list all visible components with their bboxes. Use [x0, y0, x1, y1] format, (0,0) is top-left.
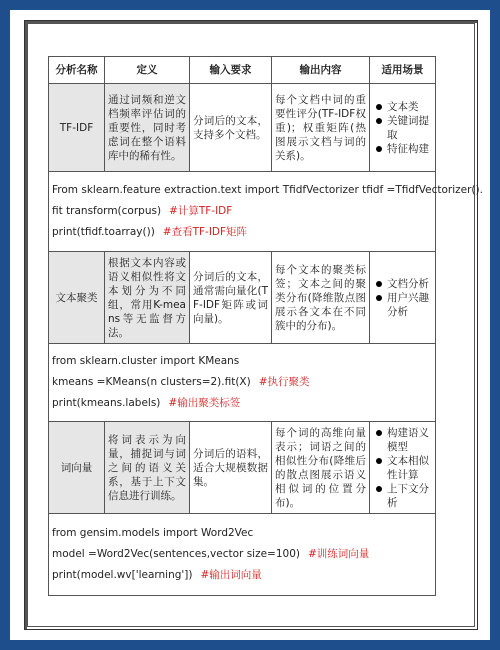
method-name: TF-IDF [49, 84, 105, 172]
scenario-item: 文本类 [387, 100, 432, 114]
method-output: 每个文本的聚类标签；文本之间的聚类分布(降维散点图展示各文本在不同簇中的分布)。 [272, 252, 370, 344]
table-header-row [49, 57, 436, 84]
method-input: 分词后的文本，通常需向量化(TF-IDF矩阵或词向量)。 [190, 252, 272, 344]
code-row [49, 172, 436, 252]
code-text: kmeans =KMeans(n clusters=2).fit(X) [52, 376, 251, 388]
scenario-item: 文档分析 [387, 277, 432, 291]
code-text: from sklearn.cluster import KMeans [52, 355, 240, 367]
method-definition: 将词表示为向量，捕捉词与词之间的语义关系，基于上下文信息进行训练。 [105, 422, 190, 514]
scenario-item: 上下文分析 [387, 482, 432, 510]
code-text: from gensim.models import Word2Vec [52, 527, 254, 539]
code-text: fit transform(corpus) [52, 205, 162, 217]
method-name: 词向量 [49, 422, 105, 514]
code-text: print(kmeans.labels) [52, 397, 161, 409]
table-row [49, 84, 436, 172]
method-scenarios [370, 252, 436, 344]
code-line [52, 222, 432, 243]
code-line [52, 393, 432, 414]
scenario-item: 文本相似性计算 [387, 454, 432, 482]
code-line [52, 201, 432, 222]
code-text: print(tfidf.toarray()) [52, 226, 155, 238]
code-text: model =Word2Vec(sentences,vector size=100) [52, 548, 300, 560]
scenario-item: 构建语义模型 [387, 426, 432, 454]
code-comment: #输出聚类标签 [168, 397, 241, 409]
code-row [49, 514, 436, 596]
code-comment: #查看TF-IDF矩阵 [162, 226, 248, 238]
table-row [49, 422, 436, 514]
scenario-item: 特征构建 [387, 142, 432, 156]
code-comment: #执行聚类 [258, 376, 310, 388]
method-input: 分词后的语料，适合大规模数据集。 [190, 422, 272, 514]
table-row [49, 252, 436, 344]
code-line [52, 523, 432, 544]
code-line [52, 544, 432, 565]
code-comment: #计算TF-IDF [169, 205, 233, 217]
scenario-item: 关键词提取 [387, 114, 432, 142]
code-block [49, 344, 436, 422]
method-scenarios [370, 422, 436, 514]
method-definition: 根据文本内容或语义相似性将文本划分为不同组，常用K-means等无监督方法。 [105, 252, 190, 344]
method-output: 每个文档中词的重要性评分(TF-IDF权重)；权重矩阵(热图展示文档与词的关系)。 [272, 84, 370, 172]
method-input: 分词后的文本，支持多个文档。 [190, 84, 272, 172]
code-line [52, 180, 483, 201]
code-line [52, 351, 432, 372]
code-row [49, 344, 436, 422]
header-scenarios: 适用场景 [370, 57, 436, 84]
header-output: 输出内容 [272, 57, 370, 84]
analysis-methods-table [48, 56, 483, 596]
code-comment: #输出词向量 [200, 569, 262, 581]
code-block [49, 514, 436, 596]
method-scenarios [370, 84, 436, 172]
code-line [52, 565, 432, 586]
header-input: 输入要求 [190, 57, 272, 84]
header-name: 分析名称 [49, 57, 105, 84]
code-comment: #训练词向量 [308, 548, 370, 560]
code-block [49, 172, 483, 252]
method-output: 每个词的高维向量表示；词语之间的相似性分布(降维后的散点图展示语义相似词的位置分布)。 [272, 422, 370, 514]
scenario-item: 用户兴趣分析 [387, 291, 432, 319]
code-text: From sklearn.feature extraction.text import TfidfVectorizer tfidf =TfidfVectorizer(). [52, 184, 483, 196]
header-definition: 定义 [105, 57, 190, 84]
method-definition: 通过词频和逆文档频率评估词的重要性，同时考虑词在整个语料库中的稀有性。 [105, 84, 190, 172]
code-line [52, 372, 432, 393]
document-page [10, 10, 490, 640]
code-text: print(model.wv['learning']) [52, 569, 193, 581]
method-name: 文本聚类 [49, 252, 105, 344]
